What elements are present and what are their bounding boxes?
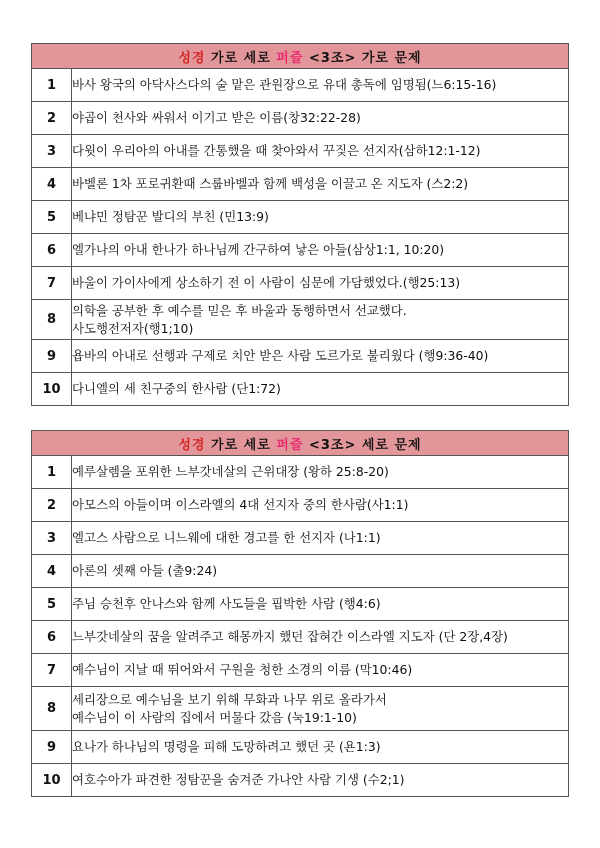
question-number: 7	[32, 654, 72, 687]
question-line: 바울이 가이사에게 상소하기 전 이 사람이 심문에 가담했었다.(행25:13)	[72, 275, 461, 290]
question-number: 7	[32, 267, 72, 300]
title-puzzle: 퍼즐	[276, 437, 304, 453]
question-text	[72, 300, 569, 340]
question-number: 8	[32, 300, 72, 340]
table-row	[32, 201, 569, 234]
question-number: 4	[32, 168, 72, 201]
table-row	[32, 522, 569, 555]
title-puzzle: 퍼즐	[276, 50, 304, 66]
table-row	[32, 654, 569, 687]
table-row	[32, 621, 569, 654]
question-text	[72, 522, 569, 555]
table-row	[32, 489, 569, 522]
question-text	[72, 588, 569, 621]
question-line: 요나가 하나님의 명령을 피해 도망하려고 했던 곳 (욘1:3)	[72, 739, 381, 754]
question-text	[72, 456, 569, 489]
question-text	[72, 373, 569, 406]
question-line: 사도행전저자(행1;10)	[72, 320, 194, 336]
question-line: 다니엘의 세 친구중의 한사람 (단1:72)	[72, 381, 281, 396]
table-row	[32, 135, 569, 168]
question-line: 바사 왕국의 아닥사스다의 술 맡은 관원장으로 유대 총독에 임명됨(느6:15-16)	[72, 77, 497, 92]
table-row	[32, 168, 569, 201]
question-number: 5	[32, 201, 72, 234]
table-row	[32, 69, 569, 102]
question-line: 바벨론 1차 포로귀환때 스룹바벨과 함께 백성을 이끌고 온 지도자 (스2:2)	[72, 176, 469, 191]
question-line: 의학을 공부한 후 예수를 믿은 후 바울과 동행하면서 선교했다.	[72, 302, 407, 318]
question-number: 1	[32, 456, 72, 489]
question-rows	[32, 456, 569, 797]
question-line: 예수님이 이 사람의 집에서 머물다 갔음 (눅19:1-10)	[72, 709, 357, 725]
question-number: 6	[32, 621, 72, 654]
question-text	[72, 764, 569, 797]
title-end: <3조> 세로 문제	[303, 437, 422, 453]
question-line: 야곱이 천사와 싸워서 이기고 받은 이름(창32:22-28)	[72, 110, 361, 125]
table-row	[32, 373, 569, 406]
question-text	[72, 731, 569, 764]
question-number: 8	[32, 687, 72, 731]
question-number: 5	[32, 588, 72, 621]
table-row	[32, 456, 569, 489]
table-row	[32, 234, 569, 267]
across-questions-table	[31, 43, 569, 406]
table-row	[32, 687, 569, 731]
question-text	[72, 267, 569, 300]
question-line: 느부갓네살의 꿈을 알려주고 해몽까지 했던 잡혀간 이스라엘 지도자 (단 2장,4장)	[72, 629, 508, 644]
table-row	[32, 102, 569, 135]
question-number: 2	[32, 489, 72, 522]
title-bible: 성경	[178, 50, 206, 66]
question-line: 다윗이 우리아의 아내를 간통했을 때 찾아와서 꾸짖은 선지자(삼하12:1-12)	[72, 143, 481, 158]
question-text	[72, 340, 569, 373]
question-line: 세리장으로 예수님을 보기 위해 무화과 나무 위로 올라가서	[72, 691, 387, 707]
question-text	[72, 69, 569, 102]
down-questions-table	[31, 430, 569, 797]
question-line: 엘가나의 아내 한나가 하나님께 간구하여 낳은 아들(삼상1:1, 10:20)	[72, 242, 445, 257]
title-mid: 가로 세로	[205, 50, 277, 66]
question-text	[72, 135, 569, 168]
question-number: 10	[32, 373, 72, 406]
question-number: 6	[32, 234, 72, 267]
table-title	[32, 431, 569, 456]
question-number: 9	[32, 731, 72, 764]
question-text	[72, 687, 569, 731]
question-number: 3	[32, 135, 72, 168]
question-line: 베냐민 정탐꾼 발디의 부친 (민13:9)	[72, 209, 269, 224]
question-text	[72, 621, 569, 654]
table-row	[32, 555, 569, 588]
question-number: 3	[32, 522, 72, 555]
table-row	[32, 764, 569, 797]
question-text	[72, 102, 569, 135]
question-number: 9	[32, 340, 72, 373]
table-row	[32, 588, 569, 621]
question-number: 10	[32, 764, 72, 797]
question-line: 주님 승천후 안나스와 함께 사도들을 핍박한 사람 (행4:6)	[72, 596, 381, 611]
question-number: 4	[32, 555, 72, 588]
title-end: <3조> 가로 문제	[303, 50, 422, 66]
question-rows	[32, 69, 569, 406]
question-number: 2	[32, 102, 72, 135]
table-row	[32, 340, 569, 373]
table-title	[32, 44, 569, 69]
title-mid: 가로 세로	[205, 437, 277, 453]
question-number: 1	[32, 69, 72, 102]
table-row	[32, 267, 569, 300]
question-line: 예루살렘을 포위한 느부갓네살의 근위대장 (왕하 25:8-20)	[72, 464, 389, 479]
question-line: 엘고스 사람으로 니느웨에 대한 경고를 한 선지자 (나1:1)	[72, 530, 381, 545]
question-text	[72, 489, 569, 522]
question-line: 아론의 셋째 아들 (출9:24)	[72, 563, 218, 578]
table-row	[32, 300, 569, 340]
table-row	[32, 731, 569, 764]
question-line: 여호수아가 파견한 정탐꾼을 숨겨준 가나안 사람 기생 (수2;1)	[72, 772, 405, 787]
question-line: 아모스의 아들이며 이스라엘의 4대 선지자 중의 한사람(사1:1)	[72, 497, 409, 512]
question-text	[72, 168, 569, 201]
question-line: 예수님이 지날 때 뛰어와서 구원을 청한 소경의 이름 (막10:46)	[72, 662, 413, 677]
question-text	[72, 555, 569, 588]
question-line: 욥바의 아내로 선행과 구제로 치안 받은 사람 도르가로 불리웠다 (행9:36-40)	[72, 348, 489, 363]
question-text	[72, 654, 569, 687]
question-text	[72, 201, 569, 234]
question-text	[72, 234, 569, 267]
title-bible: 성경	[178, 437, 206, 453]
